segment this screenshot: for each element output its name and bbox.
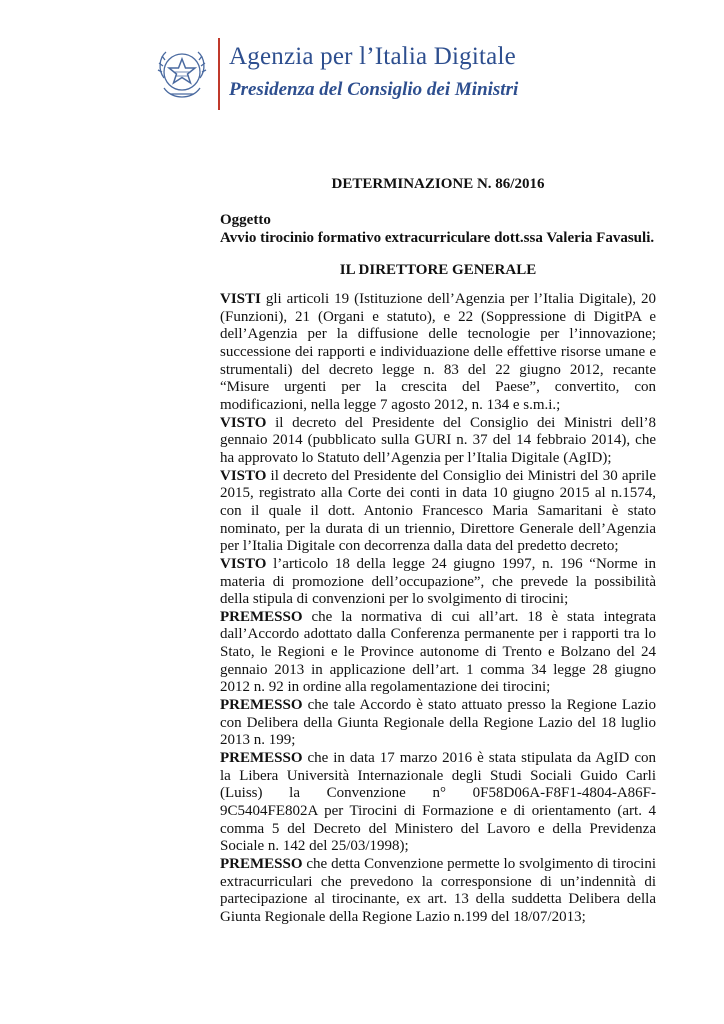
agency-name: Agenzia per l’Italia Digitale — [229, 43, 516, 70]
subject-label: Oggetto — [220, 212, 271, 228]
paragraph-text: il decreto del Presidente del Consiglio dei Ministri dell’8 gennaio 2014 (pubblicato sulla GURI n. 37 del 14 febbraio 2014), che ha approvato lo Statuto dell’Agenzia per l’Italia Digitale (AgID); — [220, 414, 656, 466]
paragraph-keyword: VISTI — [220, 291, 261, 307]
paragraph-visto-legge — [220, 556, 656, 609]
paragraph-visti — [220, 291, 656, 415]
paragraph-keyword: VISTO — [220, 555, 267, 572]
paragraph-text: l’articolo 18 della legge 24 giugno 1997, n. 196 “Norme in materia di promozione dell’occupazione”, che prevede la possibilità della stipula di convenzioni per lo svolgimento di tirocini; — [220, 555, 656, 608]
paragraph-text: che tale Accordo è stato attuato presso la Regione Lazio con Delibera della Giunta Regionale della Regione Lazio del 18 luglio 2013 n. 199; — [220, 697, 656, 749]
subject-text: Avvio tirocinio formativo extracurriculare dott.ssa Valeria Favasuli. — [220, 230, 655, 246]
paragraph-premesso-accordo — [220, 609, 656, 697]
agency-header — [152, 38, 572, 118]
agency-subtitle: Presidenza del Consiglio dei Ministri — [229, 79, 519, 100]
paragraph-keyword: PREMESSO — [220, 608, 303, 625]
paragraph-visto-statuto — [220, 415, 656, 468]
paragraph-text: che in data 17 marzo 2016 è stata stipulata da AgID con la Libera Università Internazionale degli Studi Sociali Guido Carli (Luiss) la Convenzione n° 0F58D06A-F8F1-4804-A86F-9C5404FE802A per Tirocini di Formazione e di orientamento (art. 4 comma 5 del Decreto del Ministero del Lavoro e della Previdenza Sociale n. 142 del 25/03/1998); — [220, 750, 656, 855]
paragraph-keyword: PREMESSO — [220, 697, 303, 714]
paragraph-text: il decreto del Presidente del Consiglio dei Ministri del 30 aprile 2015, registrato alla Corte dei conti in data 10 giugno 2015 al n.1574, con il quale il dott. Antonio Francesco Maria Samaritani è stato nominato, per la durata di un triennio, Direttore Generale dell’Agenzia per l’Italia Digitale con decorrenza dalla data del predetto decreto; — [220, 467, 656, 555]
document-body — [220, 291, 656, 927]
paragraph-premesso-convenzione — [220, 750, 656, 856]
italian-emblem-icon — [152, 42, 212, 106]
paragraph-text: che la normativa di cui all’art. 18 è stata integrata dall’Accordo adottato dalla Conferenza permanente per i rapporti tra lo Stato, le Regioni e le Province autonome di Trento e Bolzano del 24 gennaio 2013 in applicazione dell’art. 1 comma 34 legge 28 giugno 2012 n. 92 in ordine alla regolamentazione dei tirocini; — [220, 608, 656, 696]
paragraph-keyword: VISTO — [220, 414, 267, 431]
paragraph-keyword: PREMESSO — [220, 750, 303, 767]
paragraph-keyword: PREMESSO — [220, 856, 303, 872]
director-heading: IL DIRETTORE GENERALE — [339, 262, 537, 278]
header-divider — [218, 38, 220, 110]
paragraph-text: gli articoli 19 (Istituzione dell’Agenzia per l’Italia Digitale), 20 (Funzioni), 21 (Organi e statuto), e 22 (Soppressione di DigitPA e dell’Agenzia per la diffusione delle tecnologie per l’innovazione; successione dei rapporti e individuazione delle effettive risorse umane e strumentali) del decreto legge n. 83 del 22 giugno 2012, recante “Misure urgenti per la crescita del Paese”, convertito, con modificazioni, nella legge 7 agosto 2012, n. 134 e s.m.i.; — [220, 291, 656, 413]
paragraph-keyword: VISTO — [220, 467, 267, 484]
determination-number: DETERMINAZIONE N. 86/2016 — [331, 176, 545, 192]
paragraph-visto-nomina — [220, 468, 656, 556]
paragraph-text: che detta Convenzione permette lo svolgimento di tirocini extracurriculari che prevedono la corresponsione di un’indennità di partecipazione al tirocinante, ex art. 13 della suddetta Delibera della Giunta Regionale della Regione Lazio n.199 del 18/07/2013; — [220, 856, 656, 925]
paragraph-premesso-lazio — [220, 697, 656, 750]
paragraph-premesso-indennita — [220, 856, 656, 927]
